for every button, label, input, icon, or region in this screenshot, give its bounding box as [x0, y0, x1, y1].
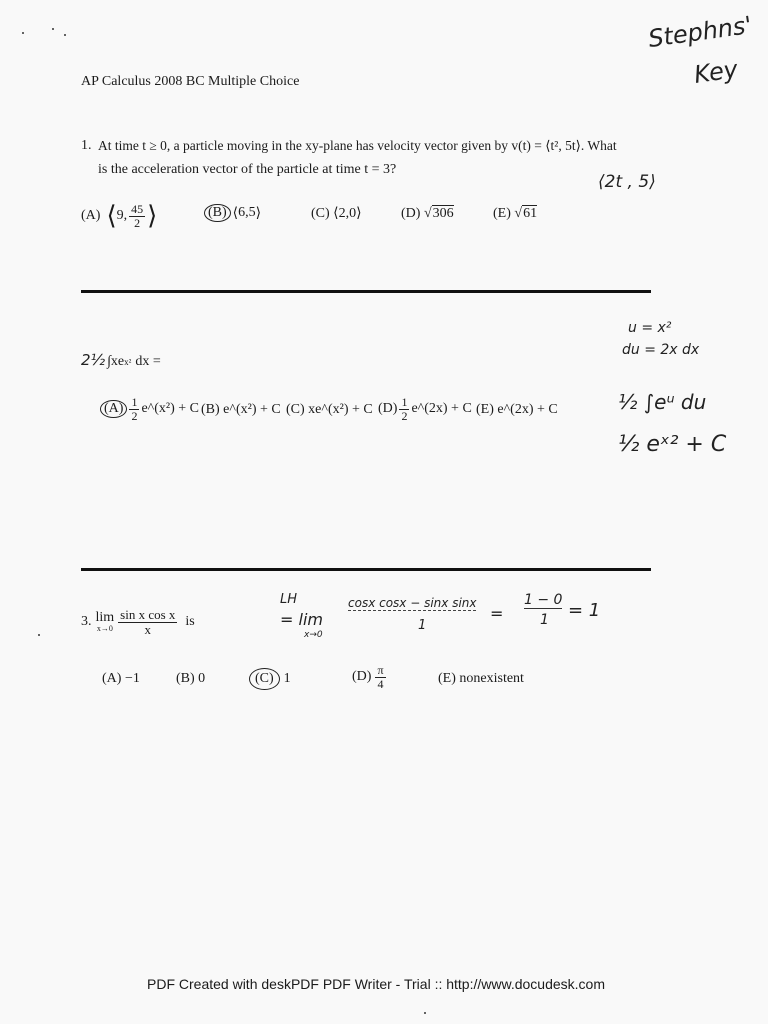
q2-choice-e: (E) e^(2x) + C [476, 402, 558, 417]
scan-speck [52, 28, 54, 30]
q1-choice-c: (C) ⟨2,0⟩ [311, 206, 362, 221]
q2-integral: ∫xe [107, 354, 125, 369]
q1-text-line1: At time t ≥ 0, a particle moving in the xy-plane has velocity vector given by v(t) = ⟨t², 5t⟩. What [98, 138, 617, 153]
q2-handwritten-prefix: 2½ [81, 351, 106, 369]
choice-a-first: 9, [116, 208, 128, 223]
q1-number: 1. [81, 138, 92, 153]
q3-choice-d: (D) $\frac{\pi}{4}$ [352, 663, 384, 691]
scan-speck [424, 1012, 426, 1014]
handwritten-author-note: Stephns' [646, 10, 754, 54]
q3-hand-den: 1 [418, 618, 427, 633]
choice-label: (A) [81, 208, 101, 223]
q3-hand-den2: 1 [540, 612, 549, 628]
q3-fraction: $\frac{\text{sin x cos x}}{x}$ [120, 607, 176, 637]
scan-speck [38, 634, 40, 636]
choice-a-fraction: $\frac{45}{2}$ [131, 201, 144, 230]
q2-choice-d: (D) $\frac{1}{2}$ e^(2x) + C [378, 395, 472, 423]
choice-a-value: e^(x²) + C [141, 401, 199, 417]
q2-prompt: 2½ ∫xe x² dx = [81, 351, 161, 369]
q3-hand-lh: LH [280, 592, 298, 607]
document-title: AP Calculus 2008 BC Multiple Choice [81, 74, 300, 89]
choice-b-value: 6,5 [238, 205, 256, 220]
q3-number: 3. [81, 614, 92, 630]
section-divider [81, 290, 651, 293]
selected-answer-circle: (B) [204, 204, 231, 222]
q3-hand-sub: x→0 [304, 630, 323, 640]
q3-hand-eq-lim: = lim [280, 610, 323, 629]
q3-prompt [81, 608, 195, 636]
q3-choice-c [249, 668, 291, 690]
section-divider [81, 568, 651, 571]
scan-speck [64, 34, 66, 36]
choice-c-value: 1 [283, 671, 291, 686]
q3-hand-result: = 1 [568, 600, 601, 621]
q3-limit: lim x→0 [95, 610, 115, 634]
pdf-footer-watermark: PDF Created with deskPDF PDF Writer - Trial :: http://www.docudesk.com [147, 976, 605, 992]
q2-choice-c: (C) xe^(x²) + C [286, 402, 373, 417]
q2-choice-a: (A) $\frac{1}{2}$ e^(x²) + C [100, 396, 199, 422]
q3-is: is [185, 614, 195, 630]
q1-handwritten-note: ⟨2t , 5⟩ [598, 172, 656, 192]
q2-hand-du: du = 2x dx [622, 342, 700, 358]
selected-answer-circle: (C) [249, 668, 280, 690]
q3-hand-eq: = [490, 604, 504, 623]
q1-choice-e: (E) √61 [493, 206, 538, 221]
handwritten-key-note: Key [692, 55, 740, 89]
q3-choice-a: (A) −1 [102, 671, 140, 686]
q3-hand-num: cosx cosx − sinx sinx [348, 596, 477, 610]
q1-choice-b: (B) ⟨ 6,5 ⟩ [204, 204, 261, 222]
q3-hand-num2: 1 − 0 [524, 592, 563, 608]
q2-hand-result: ½ eˣ² + C [618, 432, 727, 457]
selected-answer-circle: (A) [100, 400, 127, 418]
q2-hand-u-sub: u = x² [628, 320, 672, 336]
q1-text-line2: is the acceleration vector of the particle at time t = 3? [98, 162, 397, 177]
q2-hand-integral: ½ ∫eᵘ du [618, 390, 707, 414]
scan-speck [22, 32, 24, 34]
q3-choice-b: (B) 0 [176, 671, 206, 686]
q1-choice-d: (D) √306 [401, 206, 454, 221]
q3-choice-e: (E) nonexistent [438, 671, 524, 686]
q2-tail: dx = [135, 354, 161, 369]
q1-choice-a: (A) ⟨ 9, $\frac{45}{2}$ ⟩ [81, 201, 158, 230]
q2-choice-b: (B) e^(x²) + C [201, 402, 281, 417]
